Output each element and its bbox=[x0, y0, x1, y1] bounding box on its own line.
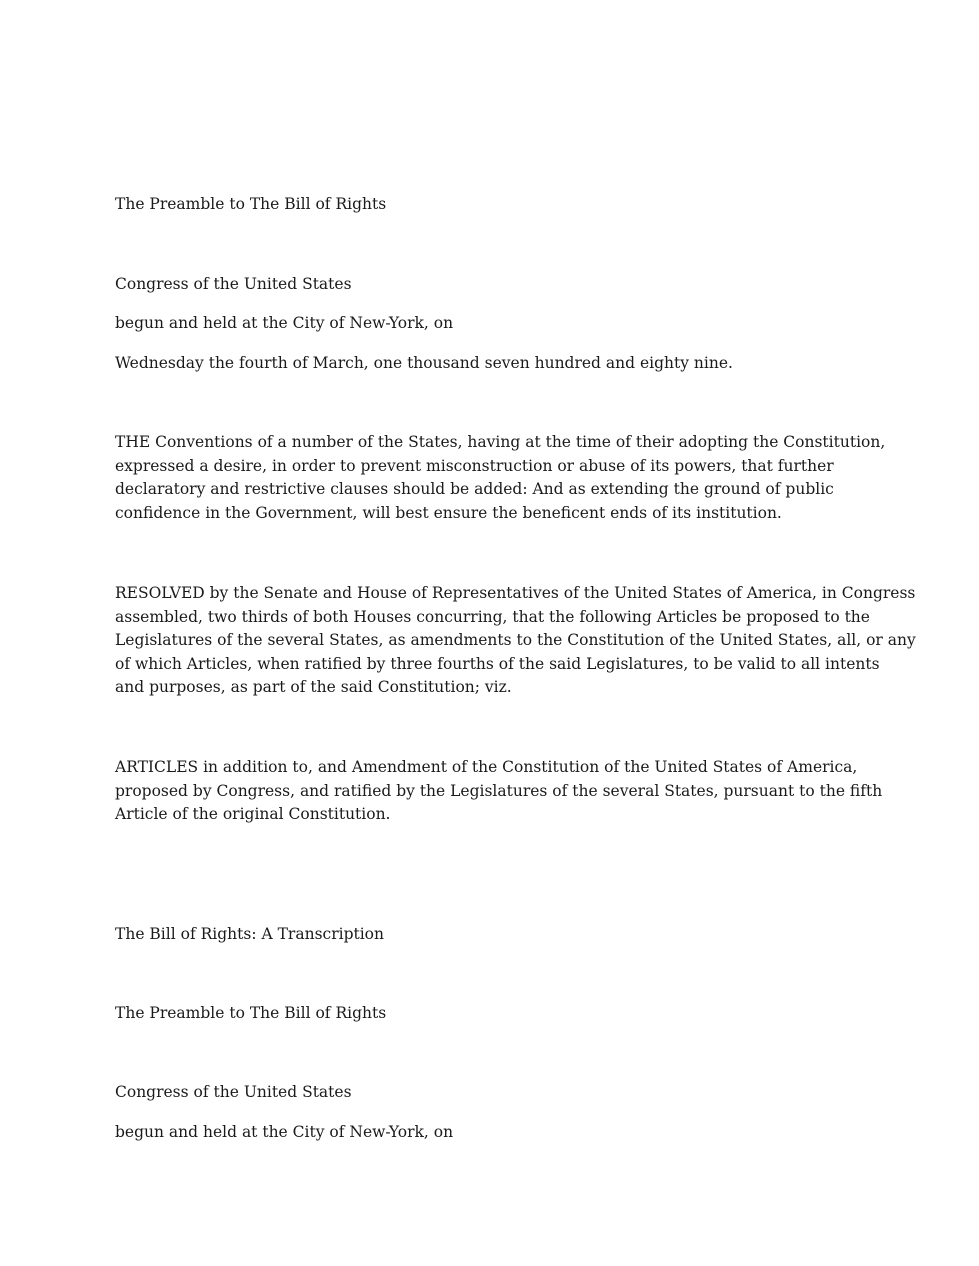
paragraph-line: assembled, two thirds of both Houses concurring, that the following Articles be proposed to the bbox=[115, 607, 870, 626]
transcription-title: The Bill of Rights: A Transcription bbox=[115, 925, 384, 943]
conventions-paragraph bbox=[115, 431, 886, 525]
paragraph-line: expressed a desire, in order to prevent misconstruction or abuse of its powers, that further bbox=[115, 456, 834, 475]
begun-line: begun and held at the City of New-York, on bbox=[115, 314, 454, 332]
paragraph-line: proposed by Congress, and ratified by the Legislatures of the several States, pursuant to the fifth bbox=[115, 781, 883, 800]
articles-paragraph bbox=[115, 756, 883, 827]
paragraph-line: declaratory and restrictive clauses should be added: And as extending the ground of public bbox=[115, 480, 834, 499]
paragraph-line: confidence in the Government, will best ensure the beneficent ends of its institution. bbox=[115, 503, 782, 522]
congress-heading: Congress of the United States bbox=[115, 275, 352, 293]
paragraph-line: Article of the original Constitution. bbox=[115, 805, 391, 824]
congress-heading-repeat: Congress of the United States bbox=[115, 1083, 352, 1101]
preamble-title: The Preamble to The Bill of Rights bbox=[115, 195, 387, 213]
resolved-paragraph bbox=[115, 582, 916, 700]
paragraph-line: Legislatures of the several States, as amendments to the Constitution of the United States, all, or any bbox=[115, 631, 916, 650]
paragraph-line: of which Articles, when ratified by three fourths of the said Legislatures, to be valid to all intents bbox=[115, 654, 880, 673]
preamble-title-repeat: The Preamble to The Bill of Rights bbox=[115, 1004, 387, 1022]
paragraph-line: THE Conventions of a number of the States, having at the time of their adopting the Constitution, bbox=[115, 433, 886, 451]
paragraph-line: RESOLVED by the Senate and House of Representatives of the United States of America, in Congress bbox=[115, 584, 916, 602]
date-line: Wednesday the fourth of March, one thousand seven hundred and eighty nine. bbox=[115, 354, 733, 372]
paragraph-line: ARTICLES in addition to, and Amendment of the Constitution of the United States of America, bbox=[115, 758, 858, 776]
paragraph-line: and purposes, as part of the said Constitution; viz. bbox=[115, 678, 512, 697]
begun-line-repeat: begun and held at the City of New-York, on bbox=[115, 1123, 454, 1141]
